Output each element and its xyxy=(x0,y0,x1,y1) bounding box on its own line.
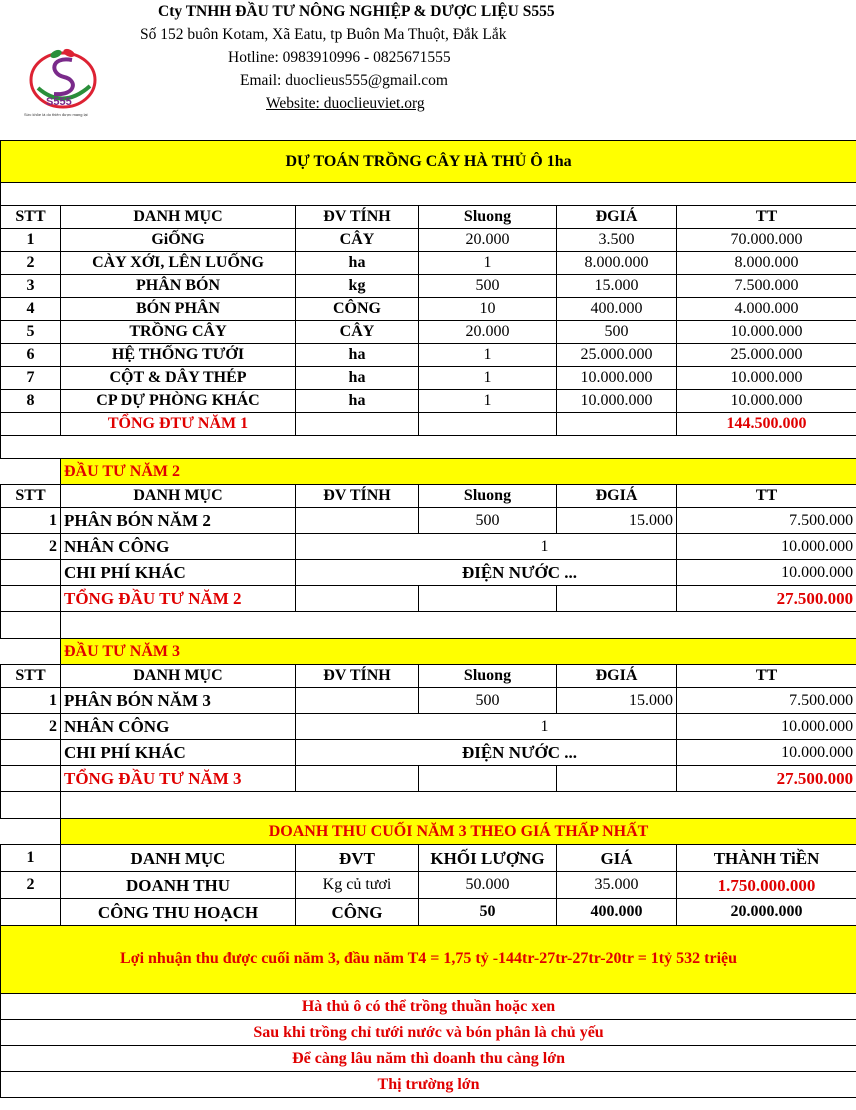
cell-item: CHI PHÍ KHÁC xyxy=(61,560,296,586)
table-row xyxy=(1,714,856,740)
cell-total: 10.000.000 xyxy=(677,714,856,740)
cell-qty: 20.000 xyxy=(419,229,557,252)
cell-total: 7.500.000 xyxy=(677,508,856,534)
col-header-sluong: Sluong xyxy=(419,485,557,508)
col-header-dgia: ĐGIÁ xyxy=(557,665,677,688)
year3-total-label: TỔNG ĐẦU TƯ NĂM 3 xyxy=(61,766,296,792)
table-row xyxy=(1,275,856,298)
cell-qty: 500 xyxy=(419,275,557,298)
year3-total-row xyxy=(1,766,856,792)
cell-qty: 10 xyxy=(419,298,557,321)
note-1: Hà thủ ô có thể trồng thuần hoặc xen xyxy=(1,994,856,1020)
cell-price: 15.000 xyxy=(557,688,677,714)
cell-stt: 1 xyxy=(1,229,61,252)
cell-price: 400.000 xyxy=(557,298,677,321)
table-row xyxy=(1,899,856,926)
cell-price: 3.500 xyxy=(557,229,677,252)
cell-stt: 5 xyxy=(1,321,61,344)
year3-header-row xyxy=(1,665,856,688)
cell-stt: 8 xyxy=(1,390,61,413)
budget-sheet xyxy=(0,140,856,1098)
cell-stt: 2 xyxy=(1,534,61,560)
cell-unit xyxy=(296,508,419,534)
col-header-dv-tinh: ĐV TÍNH xyxy=(296,485,419,508)
col-header-sluong: Sluong xyxy=(419,206,557,229)
year1-total-row xyxy=(1,413,856,436)
note-row xyxy=(1,1046,856,1072)
cell-stt: 2 xyxy=(1,872,61,899)
cell-qty: 1 xyxy=(419,252,557,275)
cell-price: 25.000.000 xyxy=(557,344,677,367)
cell-stt: 3 xyxy=(1,275,61,298)
year2-total-row xyxy=(1,586,856,612)
col-header-danh-muc: DANH MỤC xyxy=(61,845,296,872)
cell-item: HỆ THỐNG TƯỚI xyxy=(61,344,296,367)
cell-stt: 7 xyxy=(1,367,61,390)
cell-price: 8.000.000 xyxy=(557,252,677,275)
cell-item: CP DỰ PHÒNG KHÁC xyxy=(61,390,296,413)
cell-stt: 6 xyxy=(1,344,61,367)
cell-note: ĐIỆN NƯỚC ... xyxy=(296,740,677,766)
year2-title-row xyxy=(1,459,856,485)
cell-price: 15.000 xyxy=(557,275,677,298)
profit-summary: Lợi nhuận thu được cuối năm 3, đầu năm T4 = 1,75 tỷ -144tr-27tr-27tr-20tr = 1tỷ 532 triệu xyxy=(1,926,856,994)
logo-slogan: Sức khỏe là do thiên được mang lại xyxy=(24,112,88,117)
col-header-gia: GIÁ xyxy=(557,845,677,872)
cell-item: NHÂN CÔNG xyxy=(61,714,296,740)
col-header-stt: 1 xyxy=(1,845,61,872)
note-2: Sau khi trồng chỉ tưới nước và bón phân là chủ yếu xyxy=(1,1020,856,1046)
cell-total: 7.500.000 xyxy=(677,688,856,714)
company-header xyxy=(0,0,856,140)
cell-item: CÀY XỚI, LÊN LUỐNG xyxy=(61,252,296,275)
cell-unit: CÂY xyxy=(296,321,419,344)
cell-item: DOANH THU xyxy=(61,872,296,899)
table-row xyxy=(1,298,856,321)
spacer-row xyxy=(1,792,856,819)
logo-text: S555 xyxy=(46,96,72,108)
cell-unit: kg xyxy=(296,275,419,298)
year2-total-label: TỔNG ĐẦU TƯ NĂM 2 xyxy=(61,586,296,612)
table-row xyxy=(1,344,856,367)
profit-row xyxy=(1,926,856,994)
cell-total: 1.750.000.000 xyxy=(677,872,856,899)
cell-qty: 20.000 xyxy=(419,321,557,344)
col-header-dvt: ĐVT xyxy=(296,845,419,872)
year1-total-value: 144.500.000 xyxy=(677,413,856,436)
spacer-row xyxy=(1,436,856,459)
cell-qty: 1 xyxy=(296,714,677,740)
cell-price: 35.000 xyxy=(557,872,677,899)
cell-unit: CÂY xyxy=(296,229,419,252)
col-header-stt: STT xyxy=(1,206,61,229)
cell-qty: 500 xyxy=(419,688,557,714)
cell-total: 10.000.000 xyxy=(677,390,856,413)
table-row xyxy=(1,534,856,560)
revenue-header-row xyxy=(1,845,856,872)
table-row xyxy=(1,688,856,714)
note-4: Thị trường lớn xyxy=(1,1072,856,1098)
cell-total: 10.000.000 xyxy=(677,321,856,344)
note-row xyxy=(1,994,856,1020)
cell-item: GiỐNG xyxy=(61,229,296,252)
year3-total-value: 27.500.000 xyxy=(677,766,856,792)
cell-qty: 1 xyxy=(419,344,557,367)
company-name: Cty TNHH ĐẦU TƯ NÔNG NGHIỆP & DƯỢC LIỆU S555 xyxy=(158,3,555,20)
cell-unit: CÔNG xyxy=(296,298,419,321)
col-header-dv-tinh: ĐV TÍNH xyxy=(296,206,419,229)
cell-unit: Kg củ tươi xyxy=(296,872,419,899)
page-title: DỰ TOÁN TRỒNG CÂY HÀ THỦ Ô 1ha xyxy=(1,141,856,183)
cell-price: 10.000.000 xyxy=(557,367,677,390)
cell-total: 4.000.000 xyxy=(677,298,856,321)
cell-unit: CÔNG xyxy=(296,899,419,926)
note-row xyxy=(1,1072,856,1098)
company-email: Email: duoclieus555@gmail.com xyxy=(240,72,448,89)
table-row xyxy=(1,872,856,899)
col-header-danh-muc: DANH MỤC xyxy=(61,665,296,688)
title-row xyxy=(1,141,856,183)
cell-total: 10.000.000 xyxy=(677,534,856,560)
cell-unit: ha xyxy=(296,344,419,367)
cell-qty: 500 xyxy=(419,508,557,534)
col-header-thanh-tien: THÀNH TiỀN xyxy=(677,845,856,872)
cell-total: 20.000.000 xyxy=(677,899,856,926)
col-header-danh-muc: DANH MỤC xyxy=(61,485,296,508)
cell-stt: 4 xyxy=(1,298,61,321)
note-3: Để càng lâu năm thì doanh thu càng lớn xyxy=(1,1046,856,1072)
col-header-danh-muc: DANH MỤC xyxy=(61,206,296,229)
table-row xyxy=(1,367,856,390)
cell-price: 10.000.000 xyxy=(557,390,677,413)
cell-item: PHÂN BÓN NĂM 3 xyxy=(61,688,296,714)
table-row xyxy=(1,252,856,275)
cell-total: 8.000.000 xyxy=(677,252,856,275)
company-address: Số 152 buôn Kotam, Xã Eatu, tp Buôn Ma Thuột, Đắk Lắk xyxy=(140,26,507,43)
cell-item: PHÂN BÓN xyxy=(61,275,296,298)
col-header-tt: TT xyxy=(677,665,856,688)
cell-item: PHÂN BÓN NĂM 2 xyxy=(61,508,296,534)
year2-total-value: 27.500.000 xyxy=(677,586,856,612)
cell-price: 15.000 xyxy=(557,508,677,534)
cell-qty: 1 xyxy=(419,367,557,390)
revenue-section-title: DOANH THU CUỐI NĂM 3 THEO GIÁ THẤP NHẤT xyxy=(61,819,856,845)
table-row xyxy=(1,508,856,534)
revenue-title-row xyxy=(1,819,856,845)
year2-section-title: ĐẦU TƯ NĂM 2 xyxy=(61,459,856,485)
cell-item: TRỒNG CÂY xyxy=(61,321,296,344)
col-header-stt: STT xyxy=(1,665,61,688)
cell-unit: ha xyxy=(296,252,419,275)
col-header-stt: STT xyxy=(1,485,61,508)
cell-stt: 2 xyxy=(1,252,61,275)
year3-title-row xyxy=(1,639,856,665)
col-header-sluong: Sluong xyxy=(419,665,557,688)
spacer-row xyxy=(1,612,856,639)
cell-item: NHÂN CÔNG xyxy=(61,534,296,560)
cell-total: 10.000.000 xyxy=(677,367,856,390)
note-row xyxy=(1,1020,856,1046)
cell-price: 500 xyxy=(557,321,677,344)
company-logo xyxy=(26,44,100,122)
cell-unit: ha xyxy=(296,367,419,390)
spacer-row xyxy=(1,183,856,206)
table-row xyxy=(1,390,856,413)
col-header-dv-tinh: ĐV TÍNH xyxy=(296,665,419,688)
cell-stt: 1 xyxy=(1,688,61,714)
cell-item: CÔNG THU HOẠCH xyxy=(61,899,296,926)
col-header-dgia: ĐGIÁ xyxy=(557,485,677,508)
table-row xyxy=(1,740,856,766)
cell-qty: 1 xyxy=(419,390,557,413)
cell-total: 7.500.000 xyxy=(677,275,856,298)
col-header-tt: TT xyxy=(677,485,856,508)
cell-qty: 50 xyxy=(419,899,557,926)
cell-total: 70.000.000 xyxy=(677,229,856,252)
cell-qty: 1 xyxy=(296,534,677,560)
cell-item: CHI PHÍ KHÁC xyxy=(61,740,296,766)
cell-note: ĐIỆN NƯỚC ... xyxy=(296,560,677,586)
cell-price: 400.000 xyxy=(557,899,677,926)
cell-stt: 2 xyxy=(1,714,61,740)
year3-section-title: ĐẦU TƯ NĂM 3 xyxy=(61,639,856,665)
cell-unit: ha xyxy=(296,390,419,413)
cell-item: CỘT & DÂY THÉP xyxy=(61,367,296,390)
year2-header-row xyxy=(1,485,856,508)
cell-total: 10.000.000 xyxy=(677,560,856,586)
cell-total: 25.000.000 xyxy=(677,344,856,367)
year1-total-label: TỔNG ĐTƯ NĂM 1 xyxy=(61,413,296,436)
company-hotline: Hotline: 0983910996 - 0825671555 xyxy=(228,49,451,66)
cell-stt: 1 xyxy=(1,508,61,534)
cell-unit xyxy=(296,688,419,714)
cell-total: 10.000.000 xyxy=(677,740,856,766)
cell-qty: 50.000 xyxy=(419,872,557,899)
table-row xyxy=(1,321,856,344)
company-website[interactable]: Website: duoclieuviet.org xyxy=(266,95,425,112)
table-row xyxy=(1,229,856,252)
table-row xyxy=(1,560,856,586)
year1-header-row xyxy=(1,206,856,229)
cell-item: BÓN PHÂN xyxy=(61,298,296,321)
col-header-dgia: ĐGIÁ xyxy=(557,206,677,229)
col-header-tt: TT xyxy=(677,206,856,229)
col-header-khoi-luong: KHỐI LƯỢNG xyxy=(419,845,557,872)
